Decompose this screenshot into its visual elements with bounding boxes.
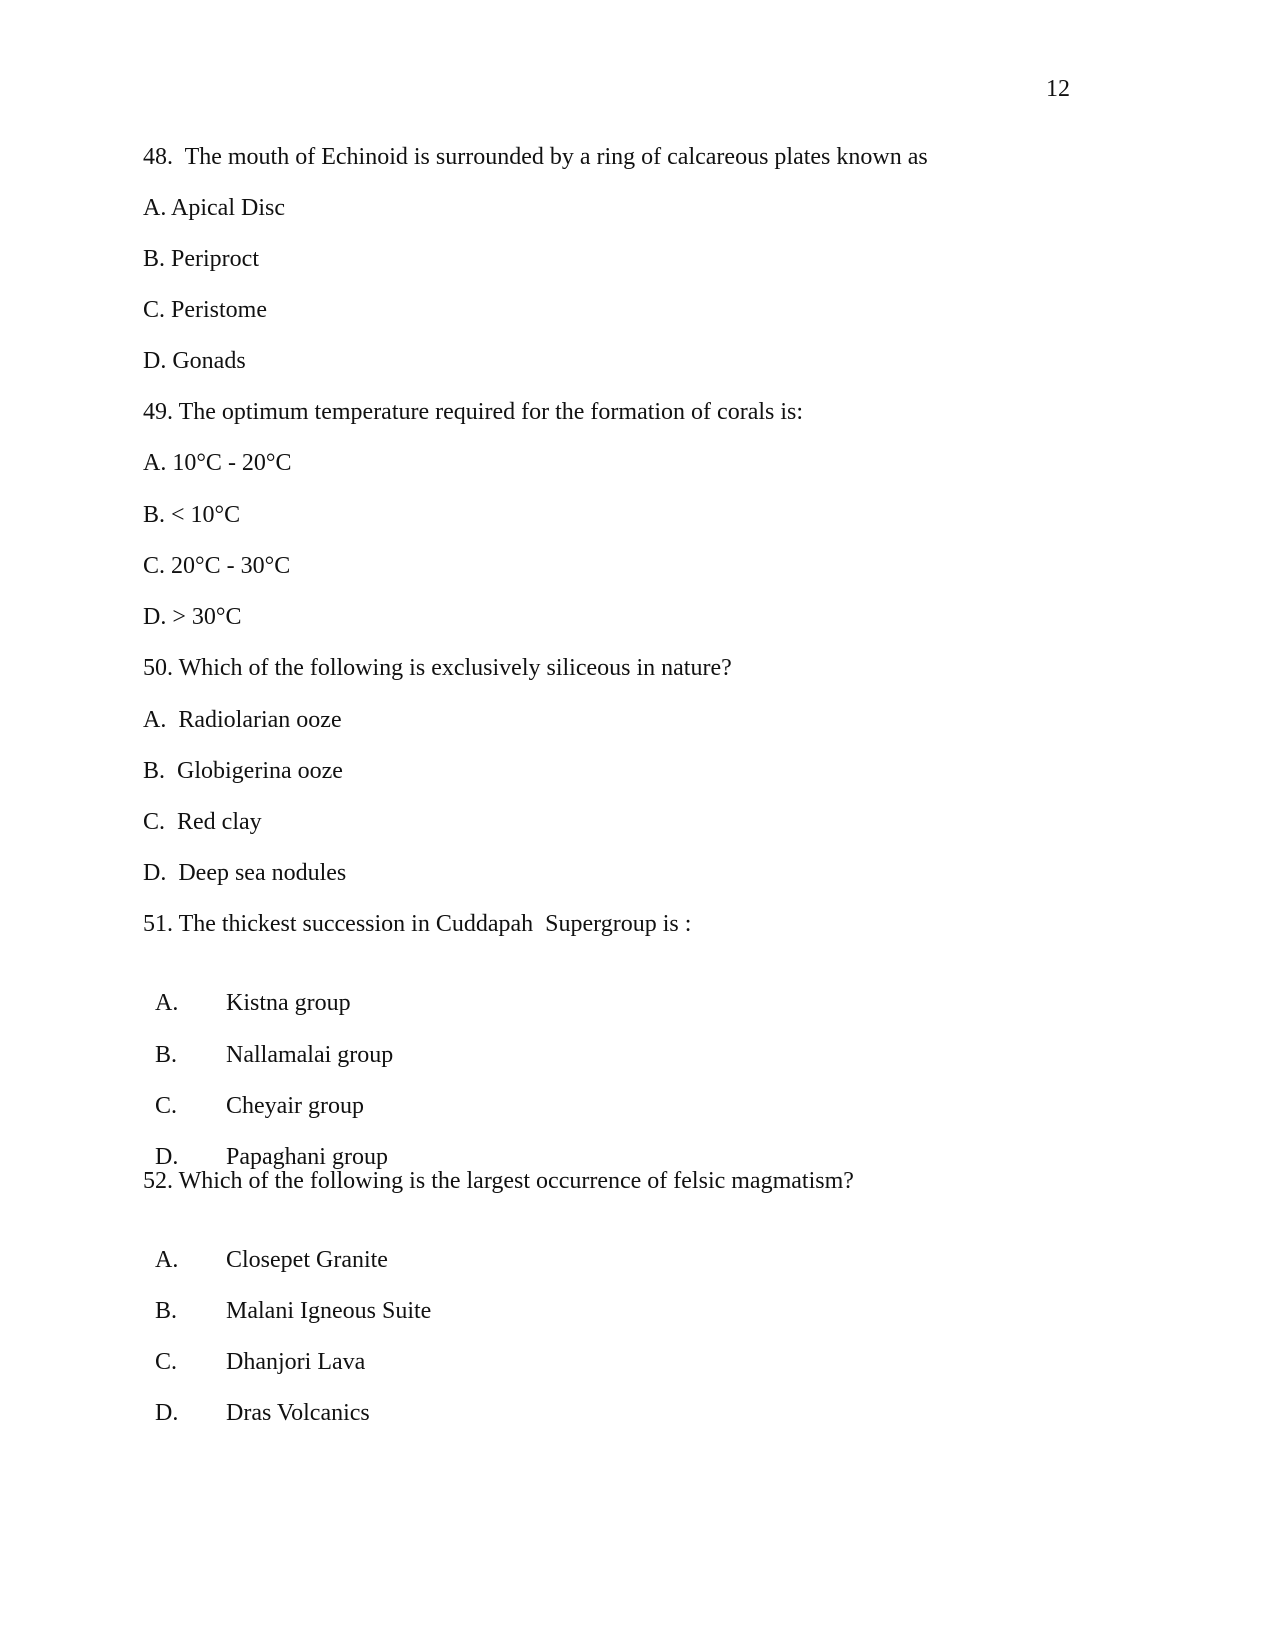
option-letter: D. [155, 1144, 179, 1170]
option-label: Closepet Granite [226, 1247, 388, 1273]
question-52-text: 52. Which of the following is the largest occurrence of felsic magmatism? [143, 1168, 854, 1194]
option-label: Malani Igneous Suite [226, 1298, 432, 1324]
option-letter: D. [155, 1400, 179, 1426]
question-49-option-a: A. 10°C - 20°C [143, 450, 292, 476]
question-50-option-d: D. Deep sea nodules [143, 860, 347, 886]
option-label: Cheyair group [226, 1093, 364, 1119]
option-letter: C. [155, 1349, 178, 1375]
question-51-text: 51. The thickest succession in Cuddapah Supergroup is : [143, 911, 692, 937]
question-48-option-b: B. Periproct [143, 246, 259, 272]
question-49-option-b: B. < 10°C [143, 502, 241, 528]
option-letter: A. [155, 1247, 179, 1273]
option-label: Kistna group [226, 990, 351, 1016]
question-51-option-c [143, 1064, 364, 1120]
option-label: Dras Volcanics [226, 1400, 370, 1426]
option-label: Dhanjori Lava [226, 1349, 366, 1375]
question-48-text: 48. The mouth of Echinoid is surrounded by a ring of calcareous plates known as [143, 144, 928, 170]
option-label: Papaghani group [226, 1144, 388, 1170]
question-52-option-a [143, 1218, 388, 1274]
question-48-option-a: A. Apical Disc [143, 195, 285, 221]
page-number: 12 [1046, 76, 1070, 102]
option-letter: C. [155, 1093, 178, 1119]
question-50-text: 50. Which of the following is exclusively siliceous in nature? [143, 655, 732, 681]
option-label: Nallamalai group [226, 1042, 394, 1068]
question-52-option-b [143, 1269, 431, 1325]
option-letter: A. [155, 990, 179, 1016]
question-49-option-c: C. 20°C - 30°C [143, 553, 291, 579]
question-50-option-c: C. Red clay [143, 809, 262, 835]
question-48-option-c: C. Peristome [143, 297, 267, 323]
option-letter: B. [155, 1298, 178, 1324]
question-52-option-d [143, 1371, 370, 1427]
question-49-option-d: D. > 30°C [143, 604, 242, 630]
question-50-option-a: A. Radiolarian ooze [143, 707, 342, 733]
question-51-option-b [143, 1013, 393, 1069]
option-letter: B. [155, 1042, 178, 1068]
question-49-text: 49. The optimum temperature required for the formation of corals is: [143, 399, 804, 425]
question-51-option-a [143, 961, 351, 1017]
question-51-option-d [143, 1115, 388, 1171]
question-52-option-c [143, 1320, 365, 1376]
question-50-option-b: B. Globigerina ooze [143, 758, 343, 784]
question-48-option-d: D. Gonads [143, 348, 246, 374]
